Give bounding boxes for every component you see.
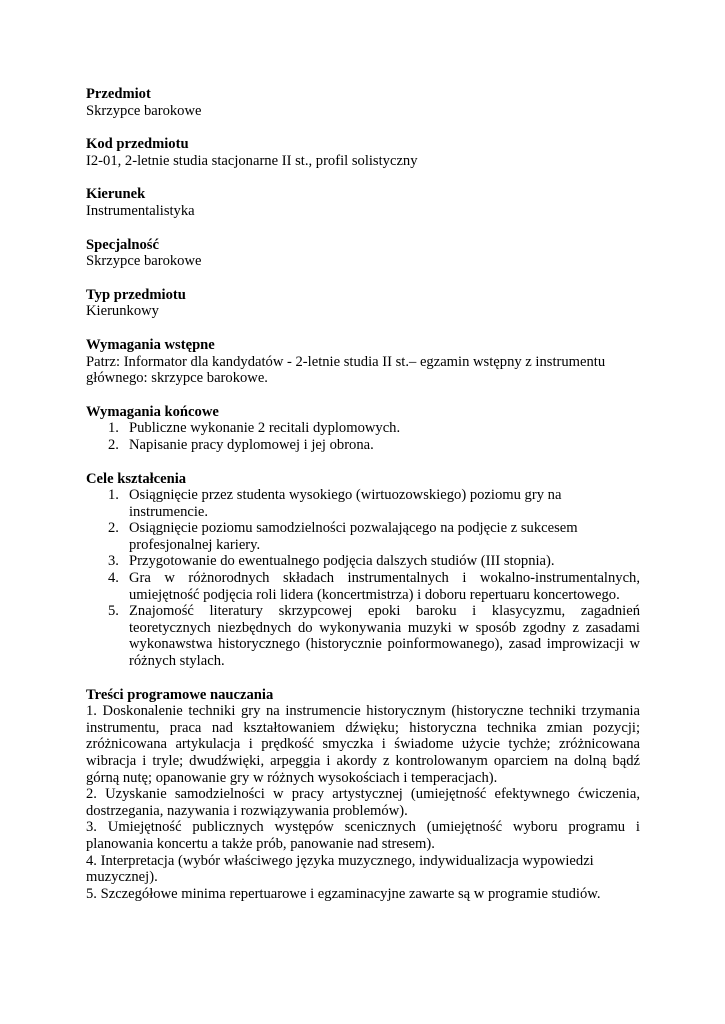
section-heading: Typ przedmiotu — [86, 286, 186, 303]
list-item-number: 5. — [108, 603, 119, 620]
list-item-text: Osiągnięcie przez studenta wysokiego (wirtuozowskiego) poziomu gry na instrumencie. — [129, 487, 562, 520]
section-heading: Specjalność — [86, 236, 159, 253]
list-item-text: Gra w różnorodnych składach instrumentalnych i wokalno-instrumentalnych, umiejętność podjęcia roli lidera (koncertmistrza) i doboru repertuaru koncertowego. — [129, 570, 640, 603]
section-tresci-programowe — [86, 687, 640, 903]
content-paragraph: 3. Umiejętność publicznych występów scenicznych (umiejętność wyboru programu i planowania koncertu a także prób, panowanie nad stresem). — [86, 819, 640, 852]
section-value: Instrumentalistyka — [86, 202, 195, 219]
document-page — [86, 86, 640, 919]
list-item — [86, 553, 640, 570]
section-heading: Przedmiot — [86, 86, 151, 102]
section-kod-przedmiotu — [86, 136, 640, 169]
section-typ-przedmiotu — [86, 287, 640, 320]
section-wymagania-wstepne — [86, 337, 640, 387]
section-value: Kierunkowy — [86, 303, 159, 320]
section-wymagania-koncowe — [86, 404, 640, 454]
list-item-text: Znajomość literatury skrzypcowej epoki baroku i klasycyzmu, zagadnień teoretycznych niezbędnych do wykonywania muzyki w sposób zgodny z zasadami wykonawstwa historycznego (historycznie poinformowanego), zasad improwizacji w różnych stylach. — [129, 603, 640, 670]
section-value: I2-01, 2-letnie studia stacjonarne II st., profil solistyczny — [86, 152, 418, 169]
list-item-number: 2. — [108, 520, 119, 537]
list-item — [86, 603, 640, 669]
content-paragraph: 5. Szczegółowe minima repertuarowe i egzaminacyjne zawarte są w programie studiów. — [86, 885, 601, 902]
goals-list — [86, 487, 640, 670]
section-value: Skrzypce barokowe — [86, 102, 202, 119]
list-item-text: Osiągnięcie poziomu samodzielności pozwalającego na podjęcie z sukcesem profesjonalnej kariery. — [129, 520, 578, 553]
section-heading: Kod przedmiotu — [86, 136, 189, 153]
section-heading: Treści programowe nauczania — [86, 686, 274, 703]
list-item-number: 2. — [108, 436, 119, 453]
list-item-number: 1. — [108, 487, 119, 504]
section-przedmiot — [86, 86, 640, 119]
section-specjalnosc — [86, 237, 640, 270]
final-requirements-list — [86, 420, 640, 453]
section-value: Patrz: Informator dla kandydatów - 2-letnie studia II st.– egzamin wstępny z instrumentu głównego: skrzypce barokowe. — [86, 353, 606, 387]
list-item-text: Napisanie pracy dyplomowej i jej obrona. — [129, 436, 374, 453]
content-paragraph: 2. Uzyskanie samodzielności w pracy artystycznej (umiejętność efektywnego ćwiczenia, dostrzegania, nazywania i rozwiązywania problemów). — [86, 786, 640, 819]
list-item-number: 1. — [108, 420, 119, 437]
content-paragraph: 1. Doskonalenie techniki gry na instrumencie historycznym (historyczne techniki trzymania instrumentu, praca nad kształtowaniem dźwięku; historyczna technika zmian pozycji; zróżnicowana artykulacja i prędkość smyczka i świadome użycie tychże; zróżnicowana wibracja i tryle; dwudźwięki, arpeggia i akordy z kontrolowanym oparciem na dolną bądź górną nutę; opanowanie gry w różnych wysokościach i temperacjach). — [86, 703, 640, 786]
section-cele-ksztalcenia — [86, 471, 640, 670]
list-item — [86, 520, 640, 553]
section-kierunek — [86, 186, 640, 219]
section-heading: Wymagania końcowe — [86, 403, 219, 420]
list-item — [86, 437, 640, 454]
list-item — [86, 487, 640, 520]
list-item-number: 4. — [108, 570, 119, 587]
list-item — [86, 570, 640, 603]
content-paragraph: 4. Interpretacja (wybór właściwego języka muzycznego, indywidualizacja wypowiedzi muzycznej). — [86, 852, 594, 886]
list-item-text: Publiczne wykonanie 2 recitali dyplomowych. — [129, 420, 401, 437]
section-heading: Kierunek — [86, 186, 146, 203]
list-item — [86, 420, 640, 437]
section-value: Skrzypce barokowe — [86, 253, 202, 270]
section-heading: Cele kształcenia — [86, 470, 187, 487]
section-heading: Wymagania wstępne — [86, 336, 215, 353]
list-item-number: 3. — [108, 553, 119, 570]
list-item-text: Przygotowanie do ewentualnego podjęcia dalszych studiów (III stopnia). — [129, 553, 555, 570]
